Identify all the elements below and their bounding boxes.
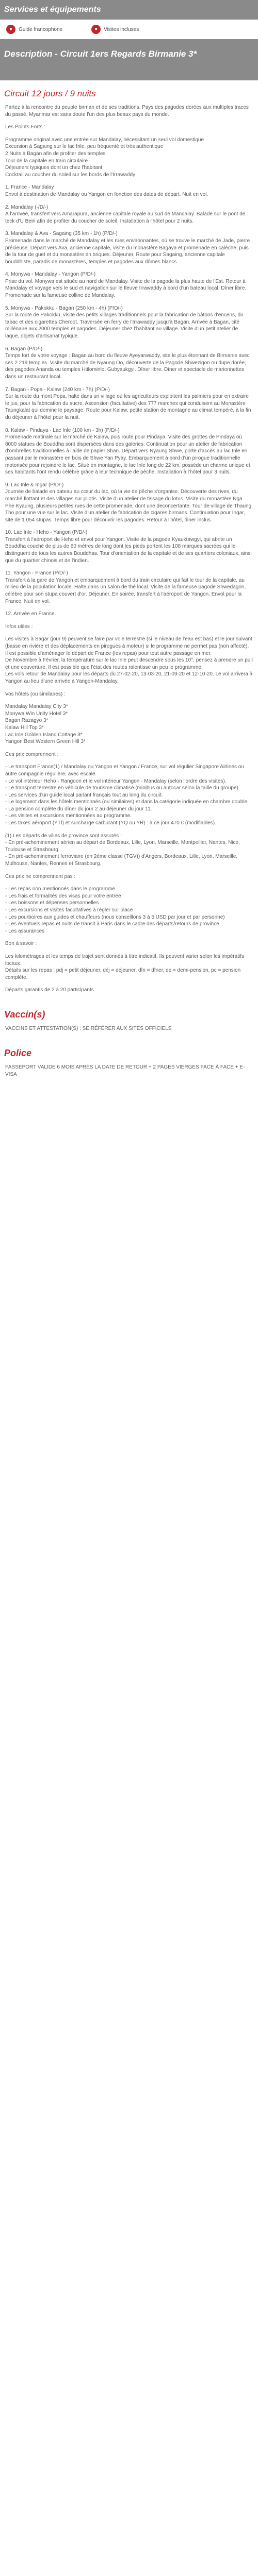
- service-item-visits: [91, 25, 139, 34]
- day-item: 10. Lac Inle - Heho - Yangon (P/D/-) Transfert à l'aéroport de Heho et envol pour Yangon. Visite de la pagode Kyauktawgyi, qui abrite un Bouddha couché de plus de 60 mètres de long dont les pieds portent les 108 marques sacrées qui le distinguent de tous les autres Bouddhas. Tour d'orientation de la capitale et de ses quartiers coloniaux, ainsi que du quartier chinois et de l'indien.: [5, 530, 252, 564]
- price-excluded-title: Ces prix ne comprennent pas :: [5, 873, 76, 879]
- day-item: 8. Kalaw - Pindaya - Lac Inle (100 km - 3h) (P/D/-) Promenade matinale sur le marché de Kalaw, puis route pour Pindaya. Visite des grottes de Pindaya où 8000 statues de Bouddha sont dispersées dans des galeries. Continuation pour un atelier de fabrication d'ombrelles traditionnelles à l'aide de papier Shan. Départ vers Nyaung Shwe, porte d'accès au lac Inle en passant par le monastère en bois de Shwe Yan Pyay. Embarquement à bord d'un pirogue traditionnelle motorisée pour rejoindre le lac. Situé en montagne, le lac Inle long de 22 km, possède un charme unique et ses habitants l'ont rendu célèbre grâce à leur technique de pêche. Installation à l'hôtel pour 3 nuits.: [5, 427, 250, 476]
- day-item: 5. Monywa - Pakokku - Bagan (250 km - 4h) (P/D/-) Sur la route de Pakokku, visite des petits villages traditionnels pour la fabrication de bâtons d'encens, du tabac et des cigarettes Cheroot. Traversée en ferry de l'Irrawaddy jusqu'à Bagan. Arrivée à Bagan, cité millénaire aux 2000 temples et pagodes. Déjeuner chez l'habitant au village. Visite d'un petit atelier de laque, objets d'artisanat typique.: [5, 305, 244, 340]
- description-section-title: Description - Circuit 1ers Regards Birmanie 3*: [0, 39, 258, 80]
- good-to-know-title: Bon à savoir :: [5, 941, 37, 947]
- services-section-title: Services et équipements: [0, 0, 258, 20]
- vaccines-body: [0, 1025, 258, 1032]
- price-excluded-text: - Les repas non mentionnés dans le programme - Les frais et formalités des visas pour votre entrée - Les boissons et dépenses personnelles - Les excursions et visites facultatives à régler sur place - Les pourboires aux guides et chauffeurs (nous conseillons 3 à 5 USD par jour et par personne) - Les éventuels repas et nuits de transit à Paris dans le cadre des départs/retours de province - Les assurances: [5, 886, 225, 934]
- day-item: 4. Monywa - Mandalay - Yangon (P/D/-) Prise du vol. Monywa est située au nord de Mandalay. Visite de la pagode la plus haute de l'Est. Retour à Mandalay et voyage vers le sud et navigation sur le fleuve Irrawaddy à bord d'un bateau local. Dîner libre. Promenade sur la fameuse colline de Mandalay.: [5, 272, 247, 299]
- vaccines-title: Vaccin(s): [4, 1009, 45, 1020]
- day-item: 12. Arrivée en France.: [5, 611, 56, 617]
- service-label: Guide francophone: [19, 26, 63, 32]
- info-text: Les visites à Sagar (jour 9) peuvent se faire par voie terrestre (si le niveau de l'eau est bas) et le jour suivant (basse en rivière et des déplacements en pirogues à moteur) si le programme ne permet pas (non affecté). Il est possible d'aménager le départ de France (les repas) pour tout autre passage en mer. De Novembre à Février, la température sur le lac Inle peut descendre sous les 10°, pensez à prendre un pull et une couverture. Il est possible que l'état des routes ralentisse un peu le programme. Les vols retour de Mandalay pour les départs du 27-02-20, 13-03-20, 21-09-20 et 12-10-20. Le vol arrivera à Yangon au lieu d'une arrivée à Yangon-Mandalay.: [5, 636, 253, 684]
- hotels-title: Vos hôtels (ou similaires) :: [5, 691, 66, 697]
- good-to-know-text: Les kilométrages et les temps de trajet sont donnés à titre indicatif. Ils peuvent varier selon les impératifs locaux. Détails sur les repas : pdj = petit déjeuner, déj = déjeuner, dîn = dîner, dp = demi-pension, pc = pension complète.: [5, 953, 245, 980]
- day-item: 1. France - Mandalay Envol à destination de Mandalay ou Yangon en fonction des dates de départ. Nuit en vol.: [5, 184, 208, 197]
- cities-note: (1) Les départs de villes de province sont assurés : - En pré-acheminement aérien au départ de Bordeaux, Lille, Lyon, Marseille, Montpellier, Nantes, Nice, Toulouse et Strasbourg. - En pré-acheminement ferroviaire (en 2ème classe (TGV)) d'Angers, Bordeaux, Lille, Lyon, Marseille, Mulhouse, Nantes, Rennes et Strasbourg.: [5, 833, 240, 867]
- visits-icon: ●: [91, 25, 101, 34]
- circuit-subtitle: Circuit 12 jours / 9 nuits: [4, 89, 96, 98]
- day-item: 2. Mandalay (-/D/-) À l'arrivée, transfert vers Amarapura, ancienne capitale royale au sud de Mandalay. Balade sur le pont de teck d'U Bein afin de profiter du coucher de soleil. Installation à l'hôtel pour 2 nuits.: [5, 204, 246, 224]
- day-item: 7. Bagan - Popa - Kalaw (240 km - 7h) (P/D/-) Sur la route du mont Popa, halte dans un village où les agriculteurs exploitent les palmiers pour en extraire le jus, pour la fabrication du sucre. Ascension (facultative) des 777 marches qui conduisent au Monastère Taungkalat qui domine le paysage. Route pour Kalaw, petite station de montagne au climat tempéré, à la fin du déjeuner à l'hôtel pour la nuit.: [5, 386, 251, 420]
- hotels-text: Mandalay Mandalay City 3* Monywa Win Unity Hotel 3* Bagan Razagyo 3* Kalaw Hill Top 3* Lac Inle Golden Island Cottage 3* Yangon Best Western Green Hill 3*: [5, 704, 86, 745]
- highlights-text: Programme original avec une entrée sur Mandalay, nécessitant un seul vol domestique Excursion à Sagaing sur le lac Inle, peu fréquenté et très authentique 2 Nuits à Bagan afin de profiter des temples Tour de la capitale en train circulaire Déjeuners typiques dont un chez l'habitant Cocktail au coucher du soleil sur les bords de l'Irrawaddy: [5, 137, 204, 178]
- guide-icon: ●: [6, 25, 15, 34]
- day-item: 3. Mandalay & Ava - Sagaing (35 km - 1h) (P/D/-) Promenade dans le marché de Mandalay et les rues environnantes, où se trouve le marché de Jade, pierre précieuse. Départ vers Ava, ancienne capitale, visite du monastère Bagaya et promenade en calèche, puis de la tour de guet et du monastère en briques. Déjeuner. Route pour Sagaing, ancienne capitale bouddhiste, paradis de monastères, temples et pagodes aux dômes blancs.: [5, 231, 250, 265]
- price-included-title: Ces prix comprennent :: [5, 751, 59, 757]
- intro-text: Partez à la rencontre du peuple birman et de ses traditions. Pays des pagodes dorées aux multiples traces du passé, Myanmar est sans doute l'un des plus beaux pays du monde.: [5, 105, 249, 117]
- police-title: Police: [4, 1047, 32, 1058]
- services-row: [0, 20, 258, 39]
- day-item: 9. Lac Inle & Ingar (P/D/-) Journée de balade en bateau au cœur du lac, où la vie de pêche s'organise. Découverte des rives, du marché flottant et des villages sur pilotis. Visite d'un atelier de tissage du lotus. Visite du monastère Nga Phe Kyaung, plusieurs petites rues de cette promenade, dont une deconcertante. Tour de village de Thaung Tho pour une vue sur le lac. Visite d'un atelier de fabrication de cigares birmans. Continuation pour Ingar, site de 1 054 stupas. Temps libre pour découvrir les pagodes. Retour à l'hôtel, diner inclus.: [5, 482, 252, 523]
- highlights-title: Les Points Forts :: [5, 124, 45, 130]
- service-item-guide: [6, 25, 62, 34]
- service-label: Visites incluses: [104, 26, 139, 32]
- description-body: [0, 104, 258, 994]
- vaccines-text: VACCINS ET ATTESTATION(S) : SE RÉFÉRER AUX SITES OFFICIELS: [5, 1025, 172, 1031]
- police-body: [0, 1064, 258, 1078]
- day-item: 11. Yangon - France (P/D/-) Transfert à la gare de Yangon et embarquement à bord du train circulaire qui fait le tour de la capitale, au milieu de la population locale. Halte dans un salon de thé local. Visite de la fameuse pagode Shwedagon, célèbre pour son stupa couvert d'or. Déjeuner. En soirée, transfert à l'aéroport de Yangon. Envol pour la France. Nuit en vol.: [5, 570, 246, 604]
- day-item: 6. Bagan (P/D/-) Temps fort de votre voyage : Bagan au bord du fleuve Ayeyarwaddy, site le plus étonnant de Birmanie avec ses 2 219 temples. Visite du marché de Nyaung Oo, découverte de la Pagode Shwezigon ou dupe dorée, des pagodes Ananda ou temples Htilominlo, Gubyaukgyi. Dîner libre. Dîner et spectacle de marionnettes dans un restaurant local.: [5, 346, 250, 380]
- departure-note: Départs garantis de 2 à 20 participants.: [5, 987, 95, 993]
- price-included-text: - Le transport France(1) / Mandalay ou Yangon et Yangon / France, sur vol régulier Singapore Airlines ou autre compagnie régulière, avec escale. - Le vol intérieur Heho - Rangoon et le vol intérieur Yangon - Mandalay (selon l'ordre des visites). - Le transport terrestre en véhicule de tourisme climatisé (minibus ou autocar selon la taille du groupe). - Les services d'un guide local parlant français tout au long du circuit. - Le logement dans les hôtels mentionnés (ou similaires) et dans la catégorie indiquée en chambre double. - La pension complète du dîner du jour 2 au déjeuner du jour 11. - Les visites et excursions mentionnées au programme. - Les taxes aéroport (YTI) et surcharge carburant (YQ ou YR) : à ce jour 470 € (modifiables).: [5, 764, 249, 826]
- info-title: Infos utiles :: [5, 623, 33, 630]
- police-text: PASSEPORT VALIDE 6 MOIS APRÈS LA DATE DE RETOUR + 2 PAGES VIERGES FACE À FACE + E-VISA: [5, 1064, 245, 1077]
